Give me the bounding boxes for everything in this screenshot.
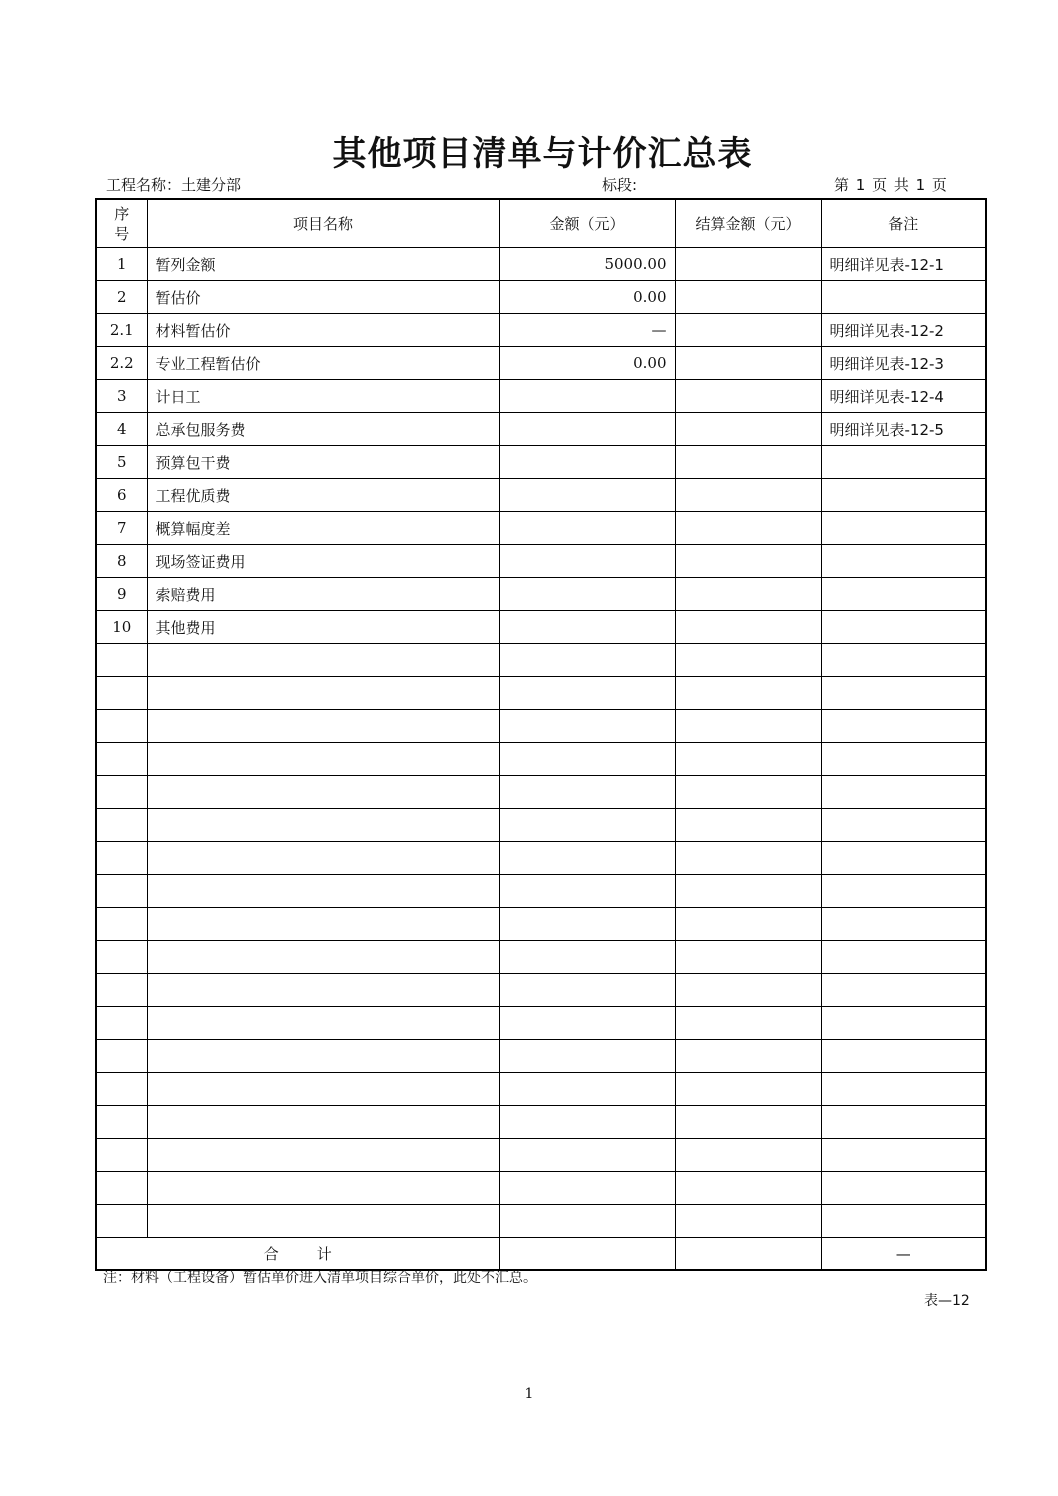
row-amount	[499, 809, 675, 842]
column-header-settlement: 结算金额（元）	[675, 199, 821, 248]
table-row	[96, 974, 986, 1007]
table-row	[96, 413, 986, 446]
row-name	[147, 1073, 499, 1106]
page-title: 其他项目清单与计价汇总表	[332, 134, 753, 174]
row-note	[821, 1139, 986, 1172]
row-note	[821, 644, 986, 677]
row-note	[821, 545, 986, 578]
row-amount	[499, 1139, 675, 1172]
table-row	[96, 1205, 986, 1238]
row-note	[821, 974, 986, 1007]
row-name: 暂列金额	[147, 248, 499, 281]
row-settlement	[675, 875, 821, 908]
row-note	[821, 446, 986, 479]
row-name	[147, 809, 499, 842]
row-no	[96, 644, 147, 677]
table-row	[96, 809, 986, 842]
total-amount	[499, 1238, 675, 1271]
row-note: 明细详见表-12-1	[821, 248, 986, 281]
row-no: 9	[96, 578, 147, 611]
table-header-row	[96, 199, 986, 248]
row-amount	[499, 842, 675, 875]
row-note: 明细详见表-12-3	[821, 347, 986, 380]
table-row	[96, 446, 986, 479]
row-no: 7	[96, 512, 147, 545]
row-amount: 0.00	[499, 281, 675, 314]
row-settlement	[675, 677, 821, 710]
row-settlement	[675, 446, 821, 479]
row-amount	[499, 1040, 675, 1073]
row-amount	[499, 380, 675, 413]
row-name: 预算包干费	[147, 446, 499, 479]
row-note	[821, 710, 986, 743]
table-body	[96, 248, 986, 1238]
row-amount	[499, 578, 675, 611]
row-amount	[499, 710, 675, 743]
row-no	[96, 1040, 147, 1073]
row-name: 工程优质费	[147, 479, 499, 512]
total-label-b: 计	[316, 1245, 332, 1263]
row-name: 概算幅度差	[147, 512, 499, 545]
row-amount	[499, 941, 675, 974]
table-row	[96, 1040, 986, 1073]
row-note: 明细详见表-12-2	[821, 314, 986, 347]
row-settlement	[675, 578, 821, 611]
row-settlement	[675, 281, 821, 314]
row-settlement	[675, 611, 821, 644]
table-row	[96, 281, 986, 314]
row-name	[147, 644, 499, 677]
row-note	[821, 1172, 986, 1205]
row-settlement	[675, 1106, 821, 1139]
row-no	[96, 1073, 147, 1106]
project-name: 工程名称：土建分部	[106, 176, 242, 194]
row-amount: 5000.00	[499, 248, 675, 281]
table-row	[96, 644, 986, 677]
total-label	[96, 1238, 499, 1271]
column-header-no-line2: 号	[114, 224, 130, 243]
row-settlement	[675, 479, 821, 512]
table-row	[96, 842, 986, 875]
column-header-name: 项目名称	[147, 199, 499, 248]
row-no	[96, 842, 147, 875]
row-name: 其他费用	[147, 611, 499, 644]
row-settlement	[675, 809, 821, 842]
row-no: 5	[96, 446, 147, 479]
row-name	[147, 677, 499, 710]
row-settlement	[675, 380, 821, 413]
row-name	[147, 1172, 499, 1205]
row-no	[96, 1007, 147, 1040]
row-no	[96, 1106, 147, 1139]
row-name	[147, 875, 499, 908]
row-note	[821, 611, 986, 644]
row-settlement	[675, 545, 821, 578]
row-settlement	[675, 1007, 821, 1040]
row-no: 2.1	[96, 314, 147, 347]
page-number: 1	[524, 1386, 534, 1402]
row-amount	[499, 611, 675, 644]
row-name	[147, 1007, 499, 1040]
column-header-no	[96, 199, 147, 248]
row-name	[147, 743, 499, 776]
row-settlement	[675, 413, 821, 446]
row-amount	[499, 1172, 675, 1205]
table-row	[96, 1106, 986, 1139]
row-amount	[499, 1106, 675, 1139]
table-row	[96, 512, 986, 545]
row-amount	[499, 644, 675, 677]
table-row	[96, 941, 986, 974]
table-number: 表—12	[924, 1293, 970, 1309]
table-row	[96, 545, 986, 578]
row-settlement	[675, 842, 821, 875]
row-name: 计日工	[147, 380, 499, 413]
row-note	[821, 941, 986, 974]
row-note: 明细详见表-12-4	[821, 380, 986, 413]
row-no	[96, 974, 147, 1007]
row-amount: —	[499, 314, 675, 347]
row-amount	[499, 1073, 675, 1106]
row-settlement	[675, 1172, 821, 1205]
row-amount: 0.00	[499, 347, 675, 380]
total-settlement	[675, 1238, 821, 1271]
row-note	[821, 1073, 986, 1106]
table-row	[96, 875, 986, 908]
row-amount	[499, 479, 675, 512]
row-amount	[499, 776, 675, 809]
row-no	[96, 776, 147, 809]
row-name: 总承包服务费	[147, 413, 499, 446]
row-no	[96, 1139, 147, 1172]
row-note	[821, 677, 986, 710]
row-name	[147, 941, 499, 974]
row-note	[821, 1205, 986, 1238]
row-no	[96, 941, 147, 974]
row-amount	[499, 875, 675, 908]
row-no: 10	[96, 611, 147, 644]
row-no: 4	[96, 413, 147, 446]
row-note	[821, 809, 986, 842]
row-settlement	[675, 248, 821, 281]
table-row	[96, 611, 986, 644]
row-settlement	[675, 908, 821, 941]
row-settlement	[675, 974, 821, 1007]
row-name	[147, 1139, 499, 1172]
row-no: 2.2	[96, 347, 147, 380]
row-note	[821, 875, 986, 908]
table-row	[96, 578, 986, 611]
row-no: 1	[96, 248, 147, 281]
row-amount	[499, 512, 675, 545]
table-row	[96, 347, 986, 380]
row-note	[821, 578, 986, 611]
row-no	[96, 908, 147, 941]
row-note	[821, 1007, 986, 1040]
summary-table	[95, 198, 987, 1271]
row-note	[821, 281, 986, 314]
row-amount	[499, 446, 675, 479]
row-settlement	[675, 1139, 821, 1172]
table-row	[96, 1172, 986, 1205]
row-amount	[499, 1205, 675, 1238]
row-note	[821, 512, 986, 545]
row-name	[147, 776, 499, 809]
table-row	[96, 710, 986, 743]
row-no: 8	[96, 545, 147, 578]
row-note	[821, 743, 986, 776]
row-amount	[499, 1007, 675, 1040]
row-amount	[499, 413, 675, 446]
row-settlement	[675, 941, 821, 974]
row-name: 材料暂估价	[147, 314, 499, 347]
table-row	[96, 677, 986, 710]
row-amount	[499, 743, 675, 776]
table-row	[96, 776, 986, 809]
row-name: 现场签证费用	[147, 545, 499, 578]
row-settlement	[675, 743, 821, 776]
total-label-a: 合	[263, 1245, 279, 1263]
row-name: 暂估价	[147, 281, 499, 314]
row-name	[147, 710, 499, 743]
column-header-note: 备注	[821, 199, 986, 248]
row-no	[96, 1205, 147, 1238]
row-no	[96, 875, 147, 908]
row-settlement	[675, 1040, 821, 1073]
row-note	[821, 776, 986, 809]
row-no	[96, 743, 147, 776]
row-settlement	[675, 644, 821, 677]
table-row	[96, 1139, 986, 1172]
row-no: 3	[96, 380, 147, 413]
section-label: 标段:	[602, 176, 638, 194]
table-row	[96, 743, 986, 776]
row-amount	[499, 545, 675, 578]
footnote: 注：材料（工程设备）暂估单价进入清单项目综合单价，此处不汇总。	[103, 1270, 537, 1286]
row-amount	[499, 677, 675, 710]
page-indicator: 第 1 页 共 1 页	[834, 176, 947, 194]
row-no: 2	[96, 281, 147, 314]
row-settlement	[675, 512, 821, 545]
row-amount	[499, 974, 675, 1007]
row-name: 专业工程暂估价	[147, 347, 499, 380]
row-name: 索赔费用	[147, 578, 499, 611]
row-note	[821, 1106, 986, 1139]
table-row	[96, 380, 986, 413]
row-name	[147, 1040, 499, 1073]
table-row	[96, 479, 986, 512]
row-no	[96, 677, 147, 710]
row-note	[821, 479, 986, 512]
row-name	[147, 842, 499, 875]
row-settlement	[675, 314, 821, 347]
row-name	[147, 974, 499, 1007]
row-note: 明细详见表-12-5	[821, 413, 986, 446]
table-row	[96, 1007, 986, 1040]
row-settlement	[675, 347, 821, 380]
row-settlement	[675, 1205, 821, 1238]
column-header-no-line1: 序	[114, 204, 130, 223]
row-no	[96, 809, 147, 842]
column-header-amount: 金额（元）	[499, 199, 675, 248]
row-name	[147, 1205, 499, 1238]
row-name	[147, 1106, 499, 1139]
row-note	[821, 842, 986, 875]
table-row	[96, 908, 986, 941]
row-settlement	[675, 776, 821, 809]
row-note	[821, 908, 986, 941]
row-no	[96, 710, 147, 743]
total-row	[96, 1238, 986, 1271]
total-note: —	[821, 1238, 986, 1271]
row-amount	[499, 908, 675, 941]
row-settlement	[675, 710, 821, 743]
row-note	[821, 1040, 986, 1073]
row-no: 6	[96, 479, 147, 512]
table-row	[96, 1073, 986, 1106]
row-name	[147, 908, 499, 941]
row-no	[96, 1172, 147, 1205]
table-row	[96, 248, 986, 281]
table-row	[96, 314, 986, 347]
row-settlement	[675, 1073, 821, 1106]
